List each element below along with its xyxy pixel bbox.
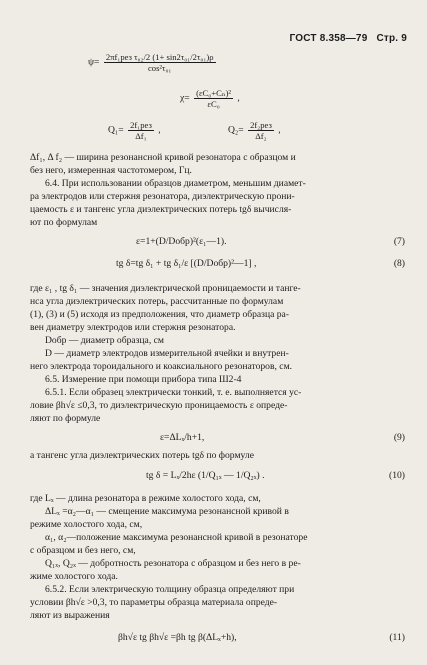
equation-9-number: (9)	[393, 432, 405, 443]
text-line: режиме холостого хода, см,	[30, 519, 143, 530]
text-line: условии βh√ε >0,3, то параметры образца материала опреде-	[30, 597, 278, 608]
gost-code: ГОСТ 8.358—79	[289, 33, 368, 44]
equation-8-number: (8)	[393, 258, 405, 269]
text-line: где ε₁ , tg δ₁ — значения диэлектрической проницаемости и танге-	[30, 283, 301, 294]
text-line: 6.5.2. Если электрическую толщину образца определяют при	[45, 584, 295, 595]
text-line: где Lₓ — длина резонатора в режиме холостого хода, см,	[30, 493, 261, 504]
q2-numerator: 2f₂рез	[250, 120, 272, 130]
text-line: ловие βh√ε ≤0,3, то диэлектрическую проницаемость ε опреде-	[30, 400, 288, 411]
text-line: D — диаметр электродов измерительной ячейки и внутрен-	[45, 348, 289, 359]
text-line: с образцом и без него, см,	[30, 545, 136, 556]
page-number: Стр. 9	[376, 33, 407, 44]
q2-fraction	[248, 120, 274, 141]
q2-denominator: Δf₂	[255, 131, 267, 141]
equation-7: ε=1+(D/Dобр)²(ε₁—1).	[136, 236, 227, 247]
text-line: него электрода тороидального и коаксиального резонаторов, см.	[30, 361, 293, 372]
text-line: Dобр — диаметр образца, см	[45, 335, 164, 346]
text-line: ра электродов или стержня резонатора, диэлектрическую прони-	[30, 191, 295, 202]
psi-numerator: 2πf₁рез τ₀₂/2 (1+ sin2τ₀₁/2τ₀₁)ρ	[105, 52, 214, 62]
text-line: нса угла диэлектрических потерь, рассчитанные по формулам	[30, 296, 284, 307]
q1-formula: Q₁= $\frac{\text{2f₁рез}}{\text{Δf₁}}$ ,	[108, 120, 161, 141]
equation-7-number: (7)	[393, 236, 405, 247]
chi-denominator: εC₀	[207, 99, 220, 109]
equation-8: tg δ=tg δ₁ + tg δ₁/ε [(D/Dобр)²—1] ,	[116, 258, 257, 269]
chi-lhs: χ=	[180, 92, 190, 104]
text-line: 6.5.1. Если образец электрически тонкий, т. е. выполняется ус-	[45, 387, 302, 398]
text-line: ют по формулам	[30, 217, 98, 228]
q1-lhs: Q₁=	[108, 124, 124, 136]
q1-numerator: 2f₁рез	[130, 120, 152, 130]
text-line: цаемость ε и тангенс угла диэлектрических потерь tgδ вычисля-	[30, 204, 292, 215]
text-line: Q₁ₓ, Q₂ₓ — добротность резонатора с образцом и без него в ре-	[45, 558, 301, 569]
text-line: ΔLₓ =α₂—α₁ — смещение максимума резонансной кривой в	[45, 506, 289, 517]
equation-9: ε=ΔLₓ/h+1,	[160, 432, 205, 443]
text-line: α₁, α₂—положение максимума резонансной кривой в резонаторе	[45, 532, 308, 543]
equation-11-number: (11)	[389, 632, 405, 643]
psi-formula	[88, 52, 218, 73]
text-line: (1), (3) и (5) исходя из предположения, что диаметр образца ра-	[30, 309, 290, 320]
q1-denominator: Δf₁	[135, 131, 147, 141]
equation-11: βh√ε tg βh√ε =βh tg β(ΔLₓ+h),	[118, 632, 237, 643]
q2-formula: Q₂= $\frac{\text{2f₂рез}}{\text{Δf₂}}$ ,	[228, 120, 281, 141]
chi-formula: χ= $\frac{\text{(εC₀+Cₙ)²}}{\text{εC₀}}$ ,	[180, 88, 240, 109]
text-line: ляют из выражения	[30, 610, 110, 621]
psi-fraction	[104, 52, 216, 73]
q2-lhs: Q₂=	[228, 124, 244, 136]
text-line: ляют по формуле	[30, 413, 101, 424]
chi-fraction	[194, 88, 233, 109]
q1-fraction	[128, 120, 154, 141]
section-heading: 6.5. Измерение при помощи прибора типа Ш2-4	[45, 374, 242, 385]
text-line: а тангенс угла диэлектрических потерь tgδ по формуле	[30, 450, 254, 461]
text-line: без него, измеренная частотомером, Гц.	[30, 165, 192, 176]
text-line: 6.4. При использовании образцов диаметром, меньшим диамет-	[45, 178, 306, 189]
page-header	[284, 33, 407, 44]
text-line: Δf₁, Δ f₂ — ширина резонансной кривой резонатора с образцом и	[30, 152, 296, 163]
psi-lhs: ψ=	[88, 56, 100, 68]
text-line: жиме холостого хода.	[30, 571, 118, 582]
text-line: вен диаметру электродов или стержня резонатора.	[30, 322, 236, 333]
equation-10-number: (10)	[389, 470, 405, 481]
chi-numerator: (εC₀+Cₙ)²	[196, 88, 232, 98]
equation-10: tg δ = Lₓ/2hε (1/Q₁ₓ — 1/Q₂ₓ) .	[146, 470, 265, 481]
psi-denominator: cos²τ₀₁	[147, 63, 172, 73]
